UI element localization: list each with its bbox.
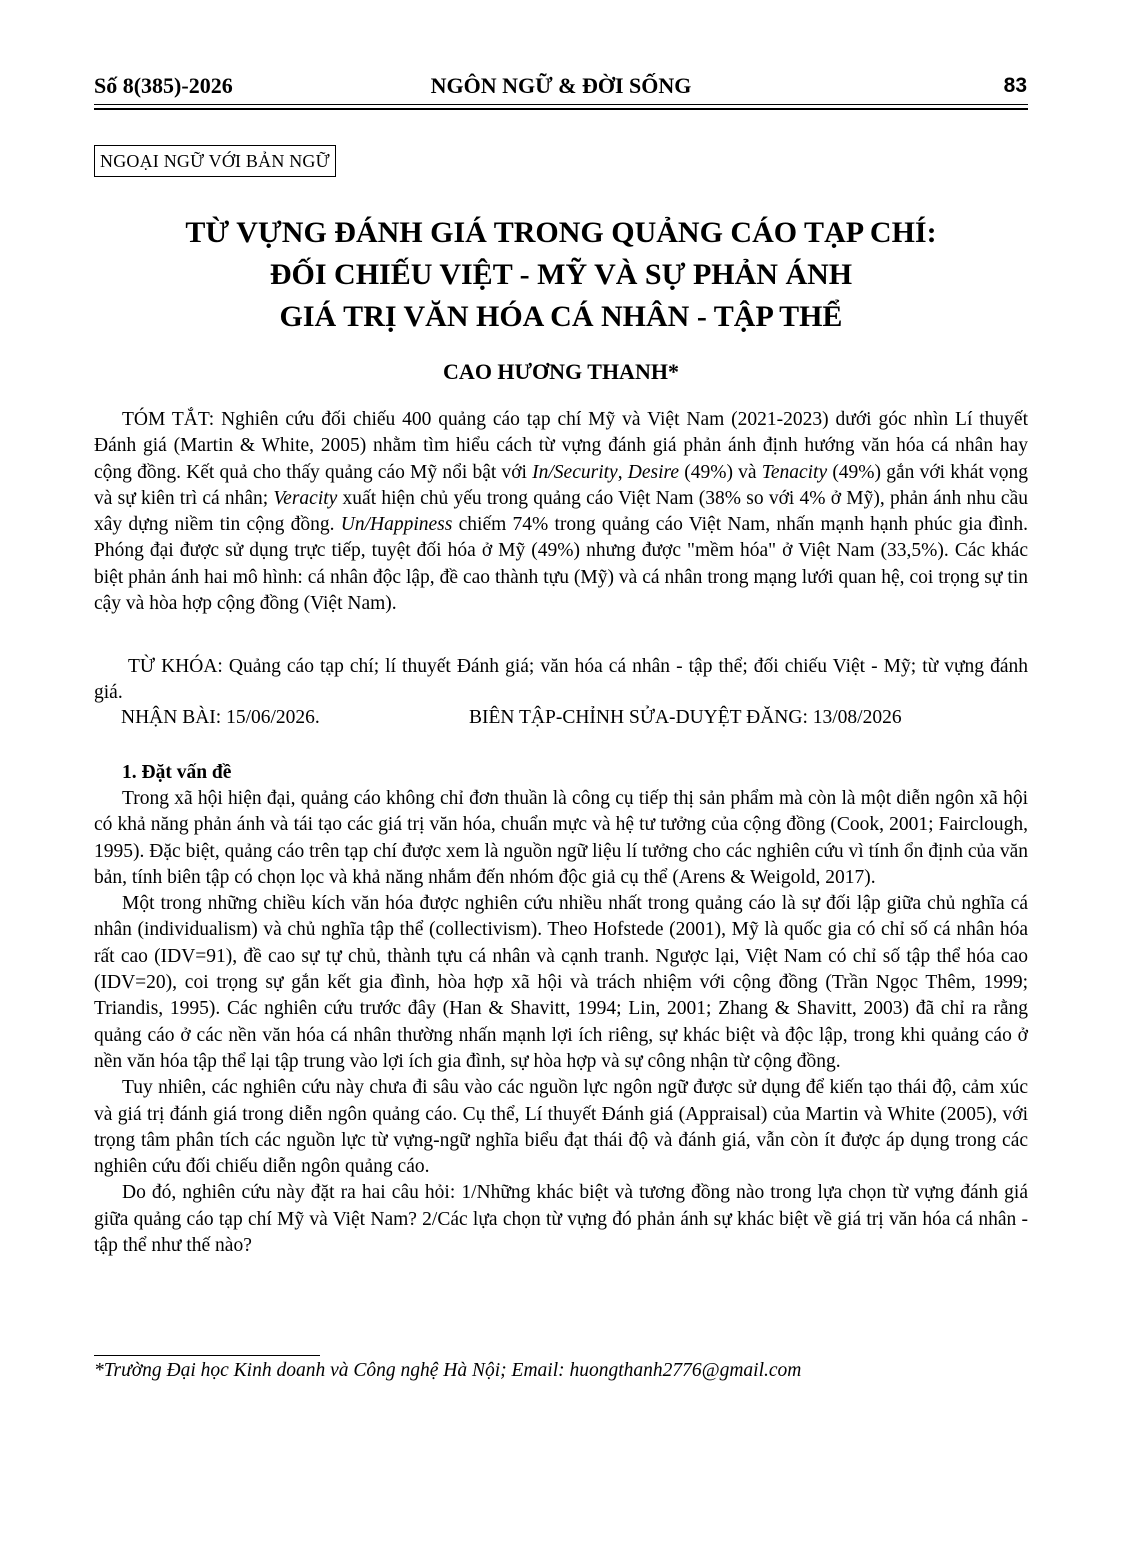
section-heading: 1. Đặt vấn đề bbox=[122, 762, 232, 783]
body-paragraph: Tuy nhiên, các nghiên cứu này chưa đi sâu vào các nguồn lực ngôn ngữ được sử dụng để kiến tạo thái độ, cảm xúc và giá trị đánh giá trong diễn ngôn quảng cáo. Cụ thể, Lí thuyết Đánh giá (Appraisal) của Martin và White (2005), với trọng tâm phân tích các nguồn lực từ vựng-ngữ nghĩa biểu đạt thái độ và đánh giá, vẫn còn ít được áp dụng trong các nghiên cứu đối chiếu diễn ngôn quảng cáo. bbox=[94, 1077, 1028, 1178]
date-received: NHẬN BÀI: 15/06/2026. bbox=[121, 707, 320, 728]
keywords bbox=[94, 654, 1028, 707]
footnote-rule bbox=[94, 1355, 320, 1356]
page-number: 83 bbox=[1003, 74, 1027, 97]
abstract-text: (49%) và bbox=[679, 461, 762, 483]
abstract-term: Veracity bbox=[273, 487, 338, 509]
header-rule-thin bbox=[94, 104, 1028, 105]
abstract-paragraph bbox=[94, 407, 1028, 617]
abstract-term: In/Security bbox=[532, 461, 618, 483]
keywords-text: TỪ KHÓA: Quảng cáo tạp chí; lí thuyết Đánh giá; văn hóa cá nhân - tập thể; đối chiếu Việt - Mỹ; từ vựng đánh giá. bbox=[94, 656, 1028, 704]
journal-name: NGÔN NGỮ & ĐỜI SỐNG bbox=[430, 73, 692, 98]
article-body bbox=[94, 760, 1028, 1259]
abstract-text: TÓM TẮT: Nghiên cứu đối chiếu 400 quảng cáo tạp chí Mỹ và Việt Nam (2021-2023) dưới góc nhìn Lí thuyết Đánh giá (Martin & White, 2005) nhằm tìm hiểu cách từ vựng đánh giá phản ánh định hướng văn hóa cá nhân hay cộng đồng. Kết quả cho thấy quảng cáo Mỹ nổi bật với bbox=[94, 409, 1028, 483]
abstract-text: xuất hiện chủ yếu trong quảng cáo Việt Nam (38% so với 4% ở Mỹ), phản ánh nhu cầu xây dựng niềm tin cộng đồng. bbox=[94, 487, 1028, 536]
title-line-3: GIÁ TRỊ VĂN HÓA CÁ NHÂN - TẬP THỂ bbox=[279, 300, 843, 333]
abstract-term: Desire bbox=[627, 461, 680, 483]
title-line-2: ĐỐI CHIẾU VIỆT - MỸ VÀ SỰ PHẢN ÁNH bbox=[269, 258, 853, 291]
footnote: *Trường Đại học Kinh doanh và Công nghệ Hà Nội; Email: huongthanh2776@gmail.com bbox=[94, 1360, 802, 1381]
issue-number: Số 8(385)-2026 bbox=[94, 73, 233, 98]
body-paragraph: Do đó, nghiên cứu này đặt ra hai câu hỏi: 1/Những khác biệt và tương đồng nào trong lựa chọn từ vựng đánh giá giữa quảng cáo tạp chí Mỹ và Việt Nam? 2/Các lựa chọn từ vựng đó phản ánh sự khác biệt về giá trị văn hóa cá nhân - tập thể như thế nào? bbox=[94, 1182, 1028, 1257]
title-line-1: TỪ VỰNG ĐÁNH GIÁ TRONG QUẢNG CÁO TẠP CHÍ: bbox=[185, 216, 937, 249]
author-name: CAO HƯƠNG THANH* bbox=[443, 359, 679, 384]
header-rule-thick bbox=[94, 108, 1028, 110]
abstract-text: (49%) gắn với khát vọng và sự kiên trì cá nhân; bbox=[94, 461, 1029, 509]
abstract-term: Un/Happiness bbox=[340, 514, 453, 536]
abstract bbox=[94, 407, 1028, 617]
body-paragraph: Trong xã hội hiện đại, quảng cáo không chỉ đơn thuần là công cụ tiếp thị sản phẩm mà còn là một diễn ngôn xã hội có khả năng phản ánh và tái tạo các giá trị văn hóa, chuẩn mực và hệ tư tưởng của cộng đồng (Cook, 2001; Fairclough, 1995). Đặc biệt, quảng cáo trên tạp chí được xem là nguồn ngữ liệu lí tưởng cho các nghiên cứu vì tính ổn định của văn bản, tính biên tập có chọn lọc và khả năng nhắm đến nhóm độc giả cụ thể (Arens & Weigold, 2017). bbox=[94, 788, 1028, 888]
abstract-text: chiếm 74% trong quảng cáo Việt Nam, nhấn mạnh hạnh phúc gia đình. Phóng đại được sử dụng trực tiếp, tuyệt đối hóa ở Mỹ (49%) nhưng được "mềm hóa" ở Việt Nam (33,5%). Các khác biệt phản ánh hai mô hình: cá nhân độc lập, đề cao thành tựu (Mỹ) và cá nhân trong mạng lưới quan hệ, coi trọng sự tin cậy và hòa hợp cộng đồng (Việt Nam). bbox=[94, 514, 1028, 615]
body-paragraph: Một trong những chiều kích văn hóa được nghiên cứu nhiều nhất trong quảng cáo là sự đối lập giữa chủ nghĩa cá nhân (individualism) và chủ nghĩa tập thể (collectivism). Theo Hofstede (2001), Mỹ là quốc gia có chỉ số cá nhân hóa rất cao (IDV=91), đề cao sự tự chủ, thành tựu cá nhân và cạnh tranh. Ngược lại, Việt Nam có chỉ số tập thể hóa cao (IDV=20), coi trọng sự gắn kết gia đình, hòa hợp xã hội và trách nhiệm với cộng đồng (Trần Ngọc Thêm, 1999; Triandis, 1995). Các nghiên cứu trước đây (Han & Shavitt, 1994; Lin, 2001; Zhang & Shavitt, 2003) đã chỉ ra rằng quảng cáo ở các nền văn hóa cá nhân thường nhấn mạnh lợi ích riêng, sự khác biệt và độc lập, trong khi quảng cáo ở nền văn hóa tập thể lại tập trung vào lợi ích gia đình, sự hòa hợp và sự công nhận từ cộng đồng. bbox=[94, 893, 1028, 1072]
abstract-term: Tenacity bbox=[761, 461, 828, 483]
section-label: NGOẠI NGỮ VỚI BẢN NGỮ bbox=[94, 145, 336, 177]
date-edited: BIÊN TẬP-CHỈNH SỬA-DUYỆT ĐĂNG: 13/08/2026 bbox=[469, 707, 902, 728]
abstract-text: , bbox=[617, 461, 628, 483]
article-title bbox=[94, 212, 1028, 338]
